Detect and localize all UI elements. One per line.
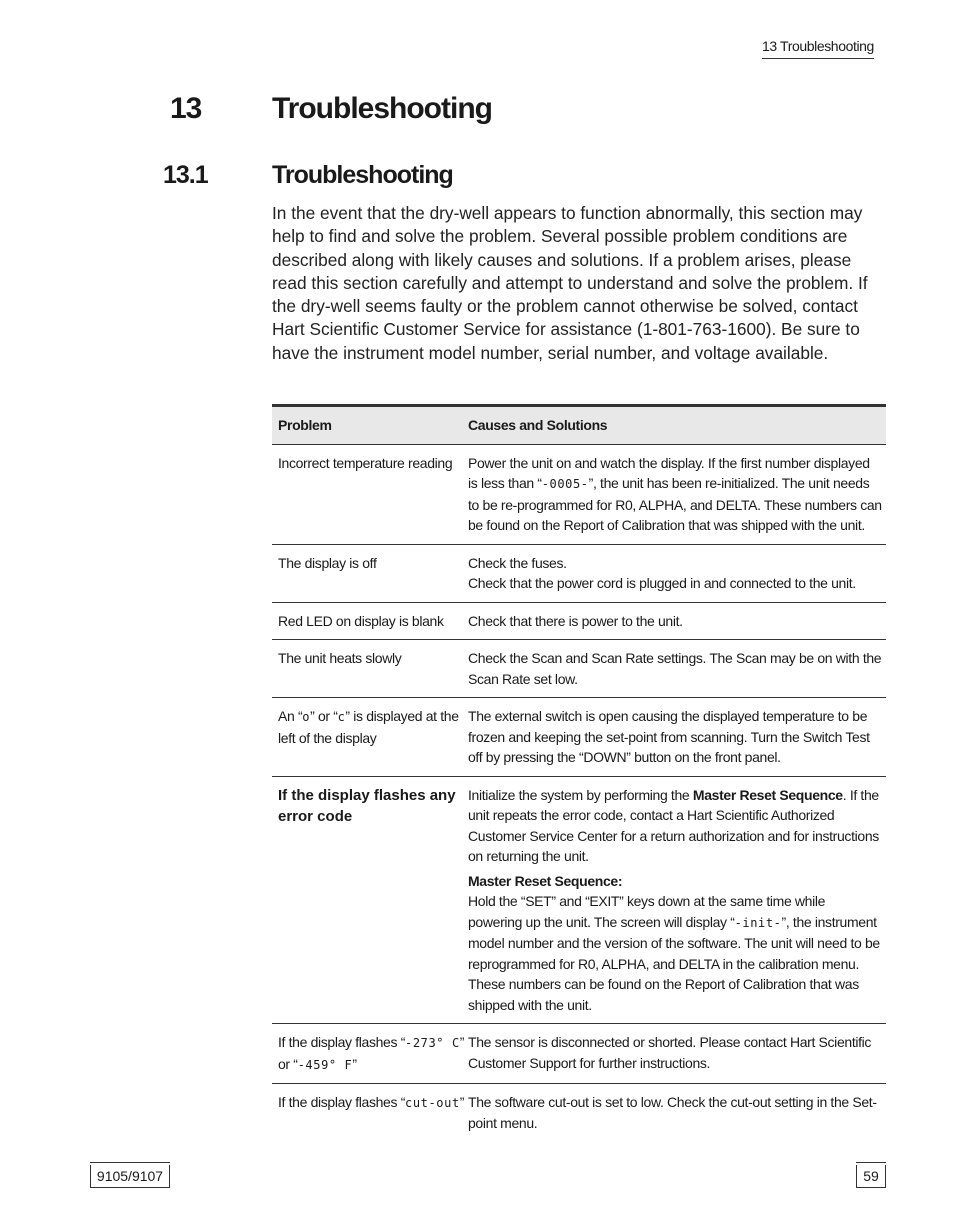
troubleshooting-table: [272, 404, 886, 1141]
table-row: [272, 1024, 886, 1084]
solution-emphasis: Master Reset Sequence: [692, 786, 843, 803]
problem-cell: [272, 777, 468, 1024]
display-code: -init-: [734, 915, 782, 930]
display-code: o: [302, 710, 311, 724]
footer-page-number: 59: [856, 1165, 886, 1188]
solution-text: ”, the instrument model number and the version of the software. The unit will need to be reprogrammed for R0, ALPHA, and DELTA in the calibration menu. These numbers can be found on the Report of Calibration that was shipped with the unit.: [468, 913, 880, 1013]
display-code: -273° C: [405, 1036, 460, 1050]
problem-text: ” is displayed at the left of the display: [278, 708, 459, 746]
solution-text: Initialize the system by performing the: [468, 786, 693, 803]
solution-cell: [468, 777, 886, 1024]
solution-subheading: Master Reset Sequence:: [468, 872, 623, 889]
footer-model-number: 9105/9107: [90, 1165, 170, 1188]
solution-paragraph: [468, 785, 882, 867]
solution-cell: [468, 445, 886, 544]
problem-text: An “: [278, 708, 303, 724]
problem-text: If the display flashes any error code: [278, 786, 456, 825]
display-code: -459° F: [297, 1057, 353, 1072]
chapter-number: 13: [170, 92, 202, 125]
solution-cell: [468, 545, 886, 602]
problem-cell: [272, 1084, 468, 1141]
problem-text: ” or “: [278, 1034, 465, 1072]
problem-cell: Incorrect temperature reading: [278, 454, 453, 471]
solution-cell: The software cut-out is set to low. Check the cut-out setting in the Set-point menu.: [468, 1094, 877, 1131]
chapter-title: Troubleshooting: [272, 92, 492, 125]
solution-cell: Check that there is power to the unit.: [468, 612, 683, 629]
header-problem: Problem: [278, 417, 332, 433]
solution-line: Check the fuses.: [468, 554, 567, 571]
display-code: -0005-: [541, 477, 589, 491]
table-row: [272, 1084, 886, 1141]
display-code: cut-out: [405, 1096, 460, 1110]
table-row: [272, 545, 886, 603]
solution-text: Hold the “SET” and “EXIT” keys down at the same time while powering up the unit. The screen will display “: [468, 893, 826, 930]
problem-text: If the display flashes “: [278, 1094, 405, 1110]
solution-paragraph: [468, 891, 882, 1015]
solution-cell: The sensor is disconnected or shorted. Please contact Hart Scientific Customer Support for further instructions.: [468, 1034, 872, 1071]
table-row: [272, 445, 886, 545]
solution-cell: Check the Scan and Scan Rate settings. The Scan may be on with the Scan Rate set low.: [468, 650, 882, 687]
problem-text: If the display flashes “: [278, 1034, 405, 1050]
problem-cell: Red LED on display is blank: [278, 612, 444, 629]
table-row: [272, 698, 886, 777]
table-row: [272, 777, 886, 1025]
section-number: 13.1: [163, 161, 208, 189]
problem-cell: The unit heats slowly: [278, 650, 402, 666]
problem-text: ”: [459, 1094, 465, 1110]
display-code: c: [337, 710, 346, 724]
running-head: 13 Troubleshooting: [762, 38, 874, 59]
solution-text: . If the unit repeats the error code, contact a Hart Scientific Authorized Customer Service Center for a return authorization and for instructions on returning the unit.: [468, 786, 879, 864]
problem-cell: [272, 698, 468, 776]
intro-paragraph: In the event that the dry-well appears to function abnormally, this section may help to find and solve the problem. Several possible problem conditions are described along with likely causes and solutions. If a problem arises, please read this section carefully and attempt to understand and solve the problem. If the dry-well seems faulty or the problem cannot otherwise be solved, contact Hart Scientific Customer Service for assistance (1-801-763-1600). Be sure to have the instrument model number, serial number, and voltage available.: [272, 203, 868, 363]
table-row: [272, 603, 886, 641]
solution-text: Power the unit on and watch the display. If the first number displayed is less than “: [468, 454, 870, 491]
table-row: [272, 640, 886, 698]
header-causes-solutions: Causes and Solutions: [468, 417, 608, 433]
table-header-row: [272, 407, 886, 445]
problem-text: ”: [352, 1055, 357, 1072]
problem-cell: The display is off: [278, 554, 377, 571]
solution-line: Check that the power cord is plugged in and connected to the unit.: [468, 575, 856, 591]
problem-text: ” or “: [310, 708, 338, 724]
section-title: Troubleshooting: [272, 161, 453, 189]
solution-text: ”, the unit has been re-initialized. The unit needs to be re-programmed for R0, ALPHA, and DELTA. These numbers can be found on the Report of Calibration that was shipped with the unit.: [468, 475, 882, 533]
solution-cell: The external switch is open causing the displayed temperature to be frozen and keeping the set-point from scanning. Turn the Switch Test off by pressing the “DOWN” button on the front panel.: [468, 708, 870, 765]
problem-cell: [272, 1024, 468, 1083]
